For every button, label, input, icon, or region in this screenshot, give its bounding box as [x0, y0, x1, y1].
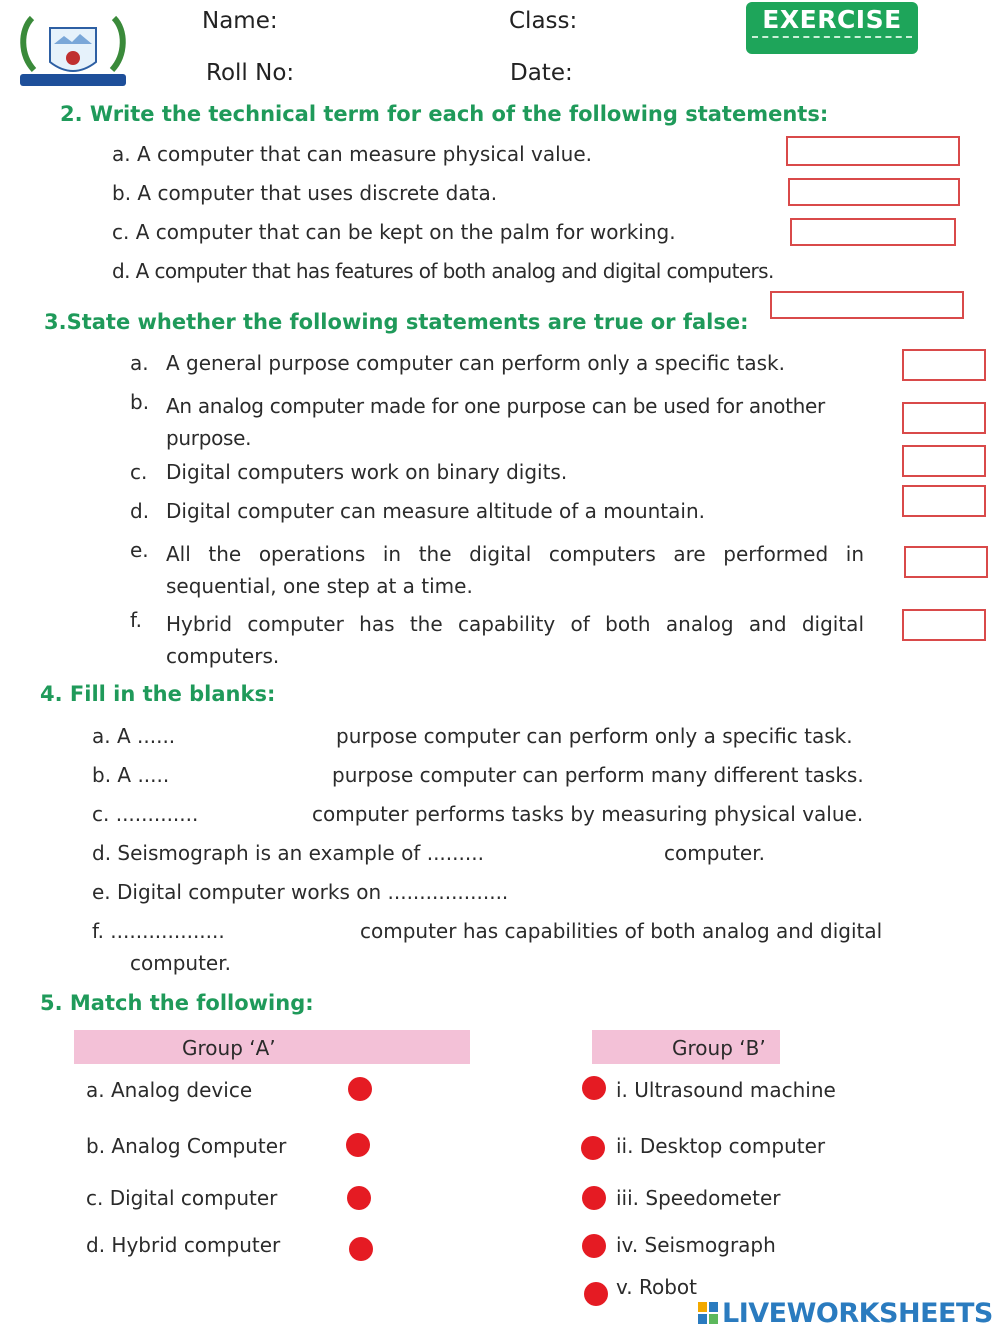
name-label: Name: — [202, 8, 278, 34]
s4-item-f-cont: computer. — [130, 951, 231, 975]
section-2-title: 2. Write the technical term for each of the following statements: — [60, 102, 829, 126]
s4-item-c-start: c. ............. — [92, 802, 199, 826]
s4-item-b-start: b. A ..... — [92, 763, 170, 787]
s3-answer-f[interactable] — [902, 609, 986, 641]
date-label: Date: — [510, 60, 573, 86]
s3-letter-e: e. — [130, 538, 149, 562]
match-dot-right-i[interactable] — [582, 1076, 606, 1100]
match-dot-left-b[interactable] — [346, 1133, 370, 1157]
match-dot-right-iv[interactable] — [582, 1234, 606, 1258]
liveworksheets-logo-icon — [698, 1302, 718, 1324]
s3-item-d: Digital computer can measure altitude of a mountain. — [166, 499, 705, 523]
s4-item-f-end: computer has capabilities of both analog and digital — [360, 919, 883, 943]
roll-no-label: Roll No: — [206, 60, 295, 86]
match-left-a: a. Analog device — [86, 1078, 253, 1102]
match-left-b: b. Analog Computer — [86, 1134, 287, 1158]
match-left-c: c. Digital computer — [86, 1186, 278, 1210]
s3-item-f: Hybrid computer has the capability of both analog and digital computers. — [166, 612, 864, 668]
s4-item-e-start: e. Digital computer works on ................... — [92, 880, 509, 904]
s3-answer-b[interactable] — [902, 402, 986, 434]
match-dot-right-v[interactable] — [584, 1282, 608, 1306]
match-right-ii: ii. Desktop computer — [616, 1134, 826, 1158]
s3-letter-d: d. — [130, 499, 150, 523]
s4-item-c-end: computer performs tasks by measuring physical value. — [312, 802, 864, 826]
s4-item-d-end: computer. — [664, 841, 765, 865]
s4-item-a-start: a. A ...... — [92, 724, 176, 748]
match-right-iv: iv. Seismograph — [616, 1233, 776, 1257]
match-right-v: v. Robot — [616, 1275, 698, 1299]
s3-answer-a[interactable] — [902, 349, 986, 381]
s3-item-a: A general purpose computer can perform only a specific task. — [166, 351, 785, 375]
s3-answer-d[interactable] — [902, 485, 986, 517]
section-5-title: 5. Match the following: — [40, 991, 314, 1015]
section-3-title: 3.State whether the following statements are true or false: — [44, 310, 749, 334]
match-dot-right-ii[interactable] — [581, 1136, 605, 1160]
s3-letter-a: a. — [130, 351, 149, 375]
s3-answer-c[interactable] — [902, 445, 986, 477]
match-dot-right-iii[interactable] — [582, 1186, 606, 1210]
match-right-i: i. Ultrasound machine — [616, 1078, 836, 1102]
exercise-badge: EXERCISE — [746, 2, 918, 54]
match-left-d: d. Hybrid computer — [86, 1233, 281, 1257]
s2-answer-c[interactable] — [790, 218, 956, 246]
group-b-label: Group ‘B’ — [672, 1036, 766, 1060]
s2-answer-a[interactable] — [786, 136, 960, 166]
school-logo — [14, 10, 132, 94]
s2-item-d: d. A computer that has features of both analog and digital computers. — [112, 259, 774, 283]
s4-item-d-start: d. Seismograph is an example of ......... — [92, 841, 484, 865]
s3-letter-c: c. — [130, 460, 148, 484]
match-dot-left-c[interactable] — [347, 1186, 371, 1210]
s4-item-f-start: f. .................. — [92, 919, 225, 943]
s4-item-a-end: purpose computer can perform only a specific task. — [336, 724, 853, 748]
s3-answer-e[interactable] — [904, 546, 988, 578]
s3-letter-f: f. — [130, 608, 142, 632]
class-label: Class: — [509, 8, 578, 34]
s3-letter-b: b. — [130, 390, 150, 414]
s2-answer-b[interactable] — [788, 178, 960, 206]
badge-underline — [752, 36, 912, 38]
s3-item-e: All the operations in the digital computers are performed in sequential, one step at a time. — [166, 542, 864, 598]
s2-item-b: b. A computer that uses discrete data. — [112, 181, 498, 205]
s3-item-c: Digital computers work on binary digits. — [166, 460, 568, 484]
s2-item-c: c. A computer that can be kept on the palm for working. — [112, 220, 676, 244]
match-dot-left-d[interactable] — [349, 1237, 373, 1261]
s2-answer-d[interactable] — [770, 291, 964, 319]
match-dot-left-a[interactable] — [348, 1077, 372, 1101]
s3-item-b: An analog computer made for one purpose can be used for another purpose. — [166, 394, 825, 450]
s4-item-b-end: purpose computer can perform many different tasks. — [332, 763, 864, 787]
s2-item-a: a. A computer that can measure physical value. — [112, 142, 592, 166]
liveworksheets-brand: LIVEWORKSHEETS — [722, 1298, 993, 1329]
group-a-label: Group ‘A’ — [182, 1036, 276, 1060]
section-4-title: 4. Fill in the blanks: — [40, 682, 276, 706]
match-right-iii: iii. Speedometer — [616, 1186, 781, 1210]
